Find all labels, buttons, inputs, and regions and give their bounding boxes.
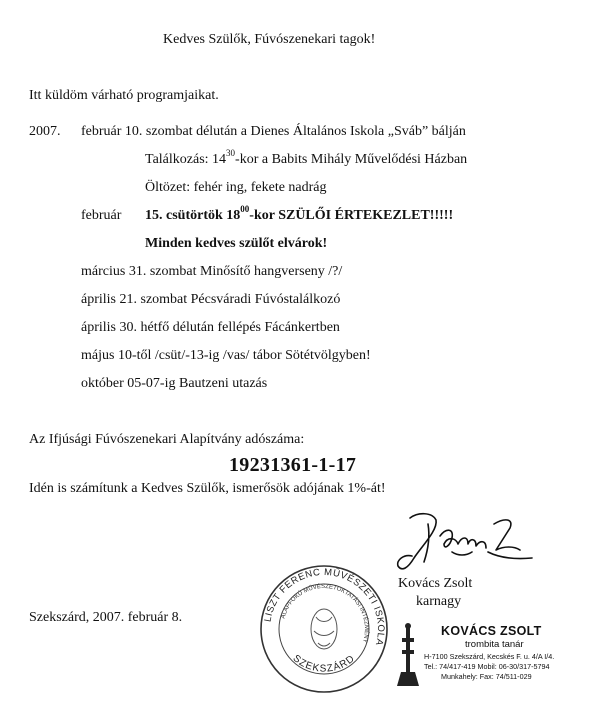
schedule-item-3: március 31. szombat Minősítő hangverseny /?/ (81, 264, 343, 279)
intro-line: Itt küldöm várható programjaikat. (29, 88, 219, 103)
seal-top-text: LISZT FERENC MŰVÉSZETI ISKOLA (262, 566, 387, 647)
greeting: Kedves Szülők, Fúvószenekari tagok! (163, 32, 376, 47)
stamp-role: trombita tanár (465, 639, 524, 650)
seal-inner-text: ALAPFOKÚ MŰVÉSZETOKTATÁSI INTÉZMÉNY (280, 583, 370, 644)
schedule-item-4: április 21. szombat Pécsváradi Fúvóstalálkozó (81, 292, 341, 307)
seal-bottom-text: SZEKSZÁRD (290, 653, 358, 675)
school-seal (258, 563, 390, 695)
meeting-line (145, 148, 468, 168)
place-and-date: Szekszárd, 2007. február 8. (29, 610, 183, 625)
meeting-suffix: -kor a Babits Mihály Művelődési Házban (235, 152, 468, 167)
teacher-stamp (391, 620, 596, 690)
schedule-year: 2007. (29, 124, 61, 139)
schedule-item-2-month: február (81, 208, 122, 223)
expect-parents-line: Minden kedves szülőt elvárok! (145, 236, 328, 251)
parent-meeting-suffix: -kor SZÜLŐI ÉRTEKEZLET!!!!! (249, 208, 454, 223)
foundation-label: Az Ifjúsági Fúvószenekari Alapítvány adószáma: (29, 432, 305, 447)
stamp-phones: Tel.: 74/417-419 Mobil: 06-30/317-5794 (424, 662, 550, 671)
signer-name: Kovács Zsolt (398, 576, 473, 591)
tax-number: 19231361-1-17 (229, 454, 357, 476)
tax-percent-request: Idén is számítunk a Kedves Szülők, ismerősök adójának 1%-át! (29, 481, 386, 496)
schedule-item-1-text: 10. szombat délután a Dienes Általános Iskola „Sváb” bálján (124, 124, 466, 139)
stamp-name: KOVÁCS ZSOLT (441, 624, 542, 638)
signature-drawing (392, 506, 542, 586)
schedule-item-6: május 10-től /csüt/-13-ig /vas/ tábor Sötétvölgyben! (81, 348, 371, 363)
svg-text:ALAPFOKÚ MŰVÉSZETOKTATÁSI INTÉ (280, 583, 370, 643)
meeting-prefix: Találkozás: 14 (145, 152, 227, 167)
parent-meeting-sup: 00 (240, 204, 250, 215)
stamp-address: H-7100 Szekszárd, Kecskés F. u. 4/A I/4. (424, 652, 555, 661)
schedule-item-1 (81, 124, 466, 140)
schedule-item-1-month: február (81, 124, 122, 139)
dress-code-line: Öltözet: fehér ing, fekete nadrág (145, 180, 327, 195)
schedule-item-5: április 30. hétfő délután fellépés Fácánkertben (81, 320, 340, 335)
meeting-time-sup: 30 (226, 148, 236, 159)
parent-meeting-line (145, 204, 454, 224)
parent-meeting-prefix: 15. csütörtök 18 (145, 208, 241, 223)
seal-emblem (311, 609, 337, 649)
stamp-work: Munkahely: Fax: 74/511-029 (441, 672, 532, 681)
signer-title: karnagy (416, 594, 462, 609)
schedule-item-7: október 05-07-ig Bautzeni utazás (81, 376, 268, 391)
svg-text:SZEKSZÁRD (291, 653, 358, 675)
trumpet-icon (397, 622, 419, 686)
